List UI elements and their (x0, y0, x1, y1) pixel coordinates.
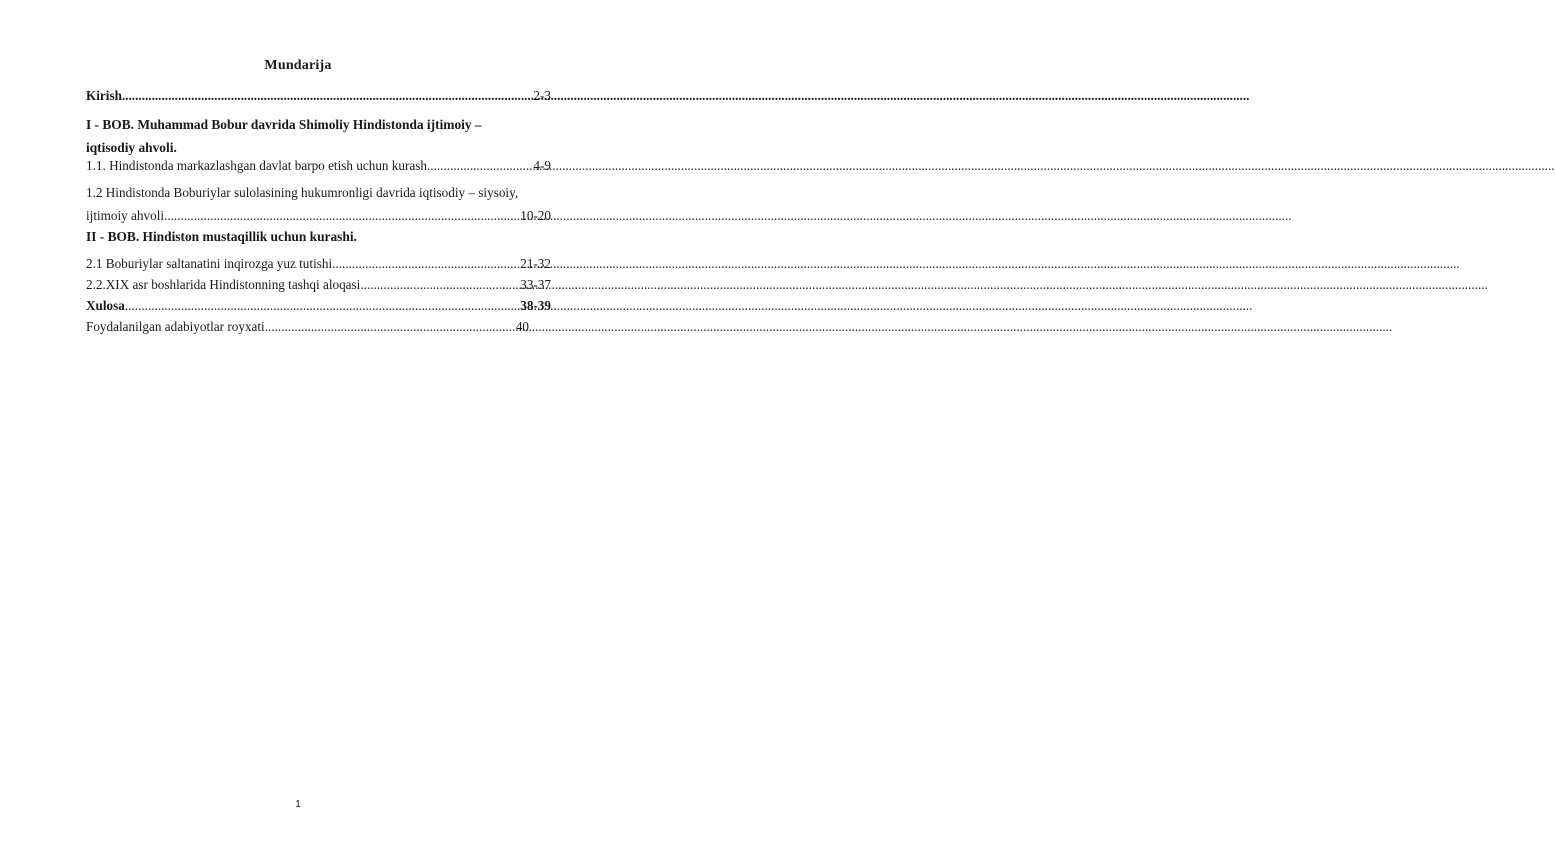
toc-entry-label: 2.2.XIX asr boshlarida Hindistonning tashqi aloqasi (86, 277, 361, 292)
page-number: 1 (295, 799, 301, 810)
toc-entry-2-1[interactable] (86, 256, 551, 272)
toc-entry-label: 1.1. Hindistonda markazlashgan davlat barpo etish uchun kurash (86, 158, 427, 173)
toc-entry-label: Xulosa (86, 298, 125, 313)
table-of-contents (86, 82, 551, 335)
leader-dots (122, 88, 534, 104)
leader-dots (427, 158, 533, 174)
toc-entry-label: Foydalanilgan adabiyotlar royxati (86, 319, 265, 334)
toc-entry-label: Kirish (86, 88, 122, 103)
toc-chapter-2[interactable]: II - BOB. Hindiston mustaqillik uchun kurashi. (86, 229, 357, 244)
leader-dots (360, 277, 520, 293)
toc-entry-1-2-line1[interactable]: 1.2 Hindistonda Boburiylar sulolasining hukumronligi davrida iqtisodiy – siysoiy, (86, 185, 519, 200)
document-page (0, 0, 596, 842)
leader-dots (125, 298, 520, 314)
toc-entry-1-1[interactable] (86, 158, 551, 174)
leader-dots (164, 208, 520, 224)
toc-entry-2-2[interactable] (86, 277, 551, 293)
toc-entry-label: ijtimoiy ahvoli (86, 208, 165, 223)
toc-entry-kirish[interactable] (86, 88, 551, 104)
leader-dots (265, 319, 516, 335)
toc-entry-label: 2.1 Boburiylar saltanatini inqirozga yuz tutishi (86, 256, 333, 271)
toc-entry-pages: 40 (515, 319, 529, 334)
toc-entry-pages: 38-39 (520, 298, 551, 313)
toc-entry-adabiyotlar[interactable] (86, 319, 529, 335)
toc-entry-pages: 2-3 (533, 88, 551, 103)
toc-entry-pages: 4-9 (533, 158, 551, 173)
toc-chapter-1-line2[interactable]: iqtisodiy ahvoli. (86, 140, 177, 155)
toc-entry-pages: 10-20 (520, 208, 551, 223)
toc-chapter-1-line1[interactable]: I - BOB. Muhammad Bobur davrida Shimoliy Hindistonda ijtimoiy – (86, 117, 482, 132)
toc-entry-1-2[interactable] (86, 208, 551, 224)
toc-entry-pages: 33-37 (520, 277, 551, 292)
leader-dots (332, 256, 520, 272)
toc-entry-xulosa[interactable] (86, 298, 551, 314)
toc-entry-pages: 21-32 (520, 256, 551, 271)
page-title: Mundarija (264, 58, 332, 73)
